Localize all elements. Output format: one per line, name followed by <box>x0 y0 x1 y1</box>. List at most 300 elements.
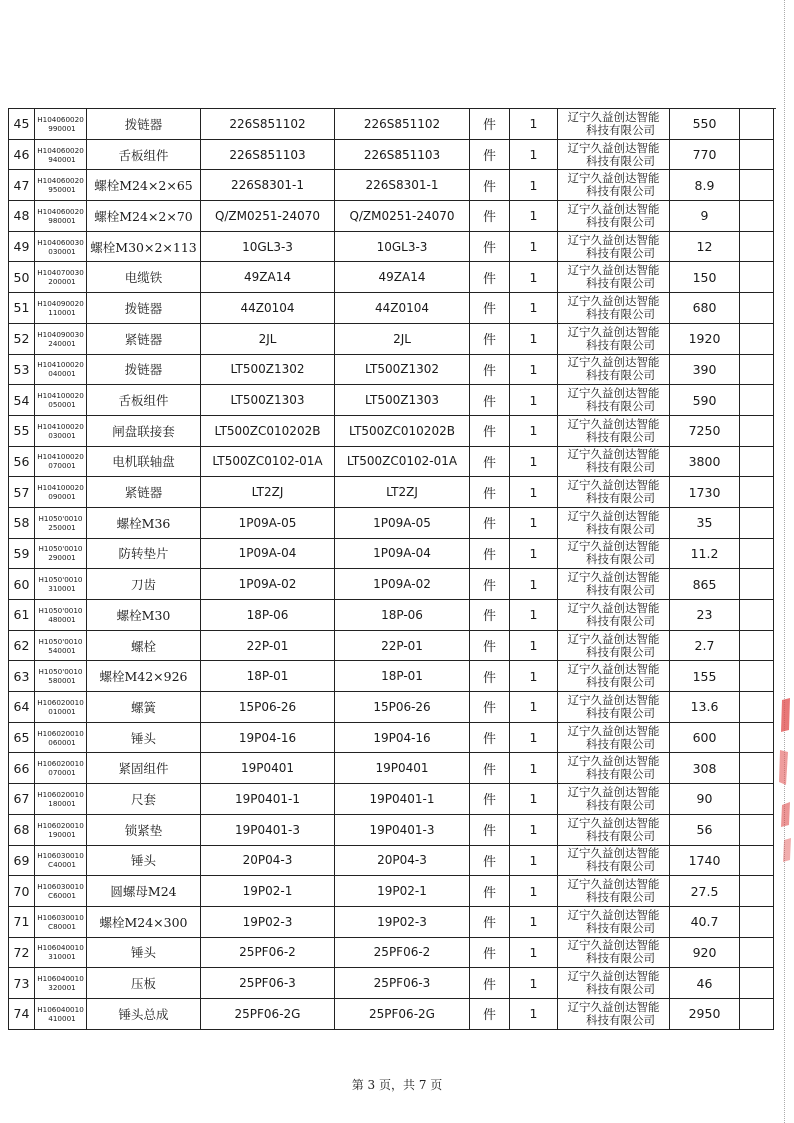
quantity: 1 <box>510 753 558 784</box>
remarks <box>740 569 774 600</box>
supplier <box>558 170 670 201</box>
part-name: 尺套 <box>87 784 201 815</box>
material-code-line: H106020010 <box>37 789 84 799</box>
spec-number: 18P-06 <box>335 600 470 631</box>
part-name: 螺栓M36 <box>87 507 201 538</box>
supplier-line: 辽宁久益创达智能 <box>567 969 660 984</box>
table-row <box>9 109 774 140</box>
supplier <box>558 906 670 937</box>
quantity: 1 <box>510 814 558 845</box>
drawing-number: Q/ZM0251-24070 <box>201 201 335 232</box>
quantity: 1 <box>510 446 558 477</box>
quantity: 1 <box>510 845 558 876</box>
spec-number: 226S851102 <box>335 109 470 140</box>
remarks <box>740 201 774 232</box>
unit-price: 920 <box>670 937 740 968</box>
unit-price: 23 <box>670 600 740 631</box>
part-name: 螺栓M30×2×113 <box>87 231 201 262</box>
table-row <box>9 937 774 968</box>
remarks <box>740 109 774 140</box>
drawing-number: 19P0401 <box>201 753 335 784</box>
table-row <box>9 630 774 661</box>
supplier <box>558 784 670 815</box>
material-code-line: 030001 <box>48 246 76 256</box>
drawing-number: 226S8301-1 <box>201 170 335 201</box>
supplier <box>558 385 670 416</box>
remarks <box>740 323 774 354</box>
supplier <box>558 998 670 1029</box>
quantity: 1 <box>510 477 558 508</box>
material-code <box>35 538 87 569</box>
quantity: 1 <box>510 569 558 600</box>
material-code <box>35 661 87 692</box>
unit: 件 <box>470 600 510 631</box>
supplier-line: 科技有限公司 <box>586 429 655 444</box>
unit-price: 590 <box>670 385 740 416</box>
supplier-line: 辽宁久益创达智能 <box>567 723 660 738</box>
material-code-line: 540001 <box>48 645 76 655</box>
supplier-line: 科技有限公司 <box>586 306 655 321</box>
supplier-line: 科技有限公司 <box>586 245 655 260</box>
part-name: 螺栓 <box>87 630 201 661</box>
supplier <box>558 354 670 385</box>
material-code-line: H104060020 <box>37 114 84 124</box>
part-name: 拨链器 <box>87 293 201 324</box>
row-number: 74 <box>9 998 35 1029</box>
unit: 件 <box>470 784 510 815</box>
remarks <box>740 354 774 385</box>
unit: 件 <box>470 415 510 446</box>
table-row <box>9 661 774 692</box>
table-row <box>9 231 774 262</box>
supplier-line: 辽宁久益创达智能 <box>567 877 660 892</box>
remarks <box>740 293 774 324</box>
remarks <box>740 937 774 968</box>
remarks <box>740 661 774 692</box>
quantity: 1 <box>510 784 558 815</box>
table-row <box>9 753 774 784</box>
spec-number: 25PF06-3 <box>335 968 470 999</box>
supplier <box>558 201 670 232</box>
quantity: 1 <box>510 139 558 170</box>
unit: 件 <box>470 753 510 784</box>
supplier-line: 辽宁久益创达智能 <box>567 631 660 646</box>
material-code <box>35 692 87 723</box>
drawing-number: 1P09A-02 <box>201 569 335 600</box>
supplier <box>558 293 670 324</box>
table-row <box>9 139 774 170</box>
supplier-line: 科技有限公司 <box>586 982 655 997</box>
material-code <box>35 323 87 354</box>
quantity: 1 <box>510 323 558 354</box>
spec-number: LT500ZC010202B <box>335 415 470 446</box>
unit-price: 1920 <box>670 323 740 354</box>
supplier-line: 科技有限公司 <box>586 1012 655 1027</box>
supplier-line: 科技有限公司 <box>586 675 655 690</box>
remarks <box>740 446 774 477</box>
unit-price: 1740 <box>670 845 740 876</box>
supplier-line: 辽宁久益创达智能 <box>567 754 660 769</box>
unit: 件 <box>470 109 510 140</box>
material-code-line: 320001 <box>48 983 76 993</box>
material-code-line: 980001 <box>48 215 76 225</box>
part-name: 螺簧 <box>87 692 201 723</box>
row-number: 58 <box>9 507 35 538</box>
quantity: 1 <box>510 201 558 232</box>
supplier-line: 科技有限公司 <box>586 583 655 598</box>
part-name: 螺栓M42×926 <box>87 661 201 692</box>
spec-number: 18P-01 <box>335 661 470 692</box>
row-number: 47 <box>9 170 35 201</box>
material-code <box>35 753 87 784</box>
unit-price: 3800 <box>670 446 740 477</box>
supplier <box>558 415 670 446</box>
drawing-number: 19P0401-3 <box>201 814 335 845</box>
row-number: 65 <box>9 722 35 753</box>
unit-price: 680 <box>670 293 740 324</box>
material-code-line: H106020010 <box>37 697 84 707</box>
remarks <box>740 139 774 170</box>
row-number: 51 <box>9 293 35 324</box>
quantity: 1 <box>510 507 558 538</box>
supplier <box>558 937 670 968</box>
spec-number: 19P0401-3 <box>335 814 470 845</box>
material-code-line: 200001 <box>48 277 76 287</box>
unit: 件 <box>470 845 510 876</box>
unit-price: 2950 <box>670 998 740 1029</box>
material-code-line: 940001 <box>48 154 76 164</box>
unit: 件 <box>470 569 510 600</box>
material-code <box>35 968 87 999</box>
remarks <box>740 692 774 723</box>
unit: 件 <box>470 231 510 262</box>
supplier-line: 辽宁久益创达智能 <box>567 416 660 431</box>
row-number: 48 <box>9 201 35 232</box>
material-code-line: 250001 <box>48 522 76 532</box>
material-code-line: 990001 <box>48 123 76 133</box>
material-code <box>35 446 87 477</box>
remarks <box>740 538 774 569</box>
drawing-number: 15P06-26 <box>201 692 335 723</box>
material-code <box>35 998 87 1029</box>
supplier <box>558 109 670 140</box>
drawing-number: 2JL <box>201 323 335 354</box>
row-number: 68 <box>9 814 35 845</box>
supplier-line: 科技有限公司 <box>586 460 655 475</box>
part-name: 螺栓M24×2×70 <box>87 201 201 232</box>
table-row <box>9 814 774 845</box>
supplier <box>558 323 670 354</box>
unit: 件 <box>470 814 510 845</box>
table-row <box>9 201 774 232</box>
remarks <box>740 630 774 661</box>
material-code <box>35 477 87 508</box>
material-code-line: 580001 <box>48 676 76 686</box>
material-code-line: 180001 <box>48 798 76 808</box>
supplier <box>558 600 670 631</box>
table-row <box>9 569 774 600</box>
remarks <box>740 385 774 416</box>
drawing-number: LT500Z1302 <box>201 354 335 385</box>
part-name: 紧链器 <box>87 323 201 354</box>
material-code <box>35 354 87 385</box>
quantity: 1 <box>510 906 558 937</box>
row-number: 67 <box>9 784 35 815</box>
supplier <box>558 661 670 692</box>
supplier-line: 科技有限公司 <box>586 184 655 199</box>
unit: 件 <box>470 446 510 477</box>
material-code <box>35 507 87 538</box>
supplier-line: 辽宁久益创达智能 <box>567 662 660 677</box>
supplier-line: 科技有限公司 <box>586 920 655 935</box>
material-code-line: H106020010 <box>37 728 84 738</box>
quantity: 1 <box>510 170 558 201</box>
material-code <box>35 139 87 170</box>
row-number: 69 <box>9 845 35 876</box>
unit-price: 46 <box>670 968 740 999</box>
part-name: 锤头总成 <box>87 998 201 1029</box>
unit-price: 35 <box>670 507 740 538</box>
table-row <box>9 998 774 1029</box>
table-row <box>9 385 774 416</box>
table-row <box>9 845 774 876</box>
material-code-line: H104060020 <box>37 206 84 216</box>
table-row <box>9 538 774 569</box>
material-code-line: 240001 <box>48 338 76 348</box>
part-name: 拨链器 <box>87 354 201 385</box>
supplier-line: 辽宁久益创达智能 <box>567 907 660 922</box>
spec-number: 19P02-3 <box>335 906 470 937</box>
material-code-line: H106020010 <box>37 759 84 769</box>
unit-price: 150 <box>670 262 740 293</box>
material-code-line: H104060030 <box>37 237 84 247</box>
supplier <box>558 231 670 262</box>
row-number: 55 <box>9 415 35 446</box>
material-code-line: C40001 <box>48 860 76 870</box>
material-code-line: 110001 <box>48 307 76 317</box>
part-name: 螺栓M24×300 <box>87 906 201 937</box>
supplier-line: 辽宁久益创达智能 <box>567 846 660 861</box>
remarks <box>740 722 774 753</box>
unit: 件 <box>470 507 510 538</box>
quantity: 1 <box>510 661 558 692</box>
material-code-line: H104100020 <box>37 421 84 431</box>
unit: 件 <box>470 937 510 968</box>
row-number: 54 <box>9 385 35 416</box>
material-code-line: 060001 <box>48 737 76 747</box>
part-name: 拨链器 <box>87 109 201 140</box>
supplier <box>558 139 670 170</box>
material-code-line: H1050'0010 <box>38 636 83 646</box>
supplier-line: 辽宁久益创达智能 <box>567 232 660 247</box>
unit-price: 9 <box>670 201 740 232</box>
supplier-line: 辽宁久益创达智能 <box>567 478 660 493</box>
material-code-line: H104060020 <box>37 176 84 186</box>
supplier-line: 辽宁久益创达智能 <box>567 570 660 585</box>
quantity: 1 <box>510 876 558 907</box>
supplier-line: 科技有限公司 <box>586 491 655 506</box>
remarks <box>740 600 774 631</box>
material-code-line: 040001 <box>48 369 76 379</box>
material-code-line: H1050'0010 <box>38 575 83 585</box>
table-row <box>9 446 774 477</box>
drawing-number: 22P-01 <box>201 630 335 661</box>
part-name: 电缆铁 <box>87 262 201 293</box>
remarks <box>740 876 774 907</box>
part-name: 紧链器 <box>87 477 201 508</box>
quantity: 1 <box>510 722 558 753</box>
remarks <box>740 998 774 1029</box>
material-code-line: 290001 <box>48 553 76 563</box>
spec-number: Q/ZM0251-24070 <box>335 201 470 232</box>
material-code-line: 030001 <box>48 430 76 440</box>
drawing-number: 25PF06-2G <box>201 998 335 1029</box>
unit-price: 308 <box>670 753 740 784</box>
drawing-number: LT500ZC010202B <box>201 415 335 446</box>
material-code-line: H104090020 <box>37 298 84 308</box>
spec-number: 1P09A-05 <box>335 507 470 538</box>
spec-number: 22P-01 <box>335 630 470 661</box>
material-code <box>35 231 87 262</box>
supplier-line: 辽宁久益创达智能 <box>567 938 660 953</box>
table-row <box>9 415 774 446</box>
unit: 件 <box>470 538 510 569</box>
spec-number: 25PF06-2G <box>335 998 470 1029</box>
table-row <box>9 692 774 723</box>
material-code-line: H106030010 <box>37 851 84 861</box>
part-name: 紧固组件 <box>87 753 201 784</box>
row-number: 57 <box>9 477 35 508</box>
quantity: 1 <box>510 415 558 446</box>
supplier-line: 辽宁久益创达智能 <box>567 447 660 462</box>
unit: 件 <box>470 139 510 170</box>
material-code <box>35 600 87 631</box>
unit: 件 <box>470 692 510 723</box>
drawing-number: LT500Z1303 <box>201 385 335 416</box>
row-number: 72 <box>9 937 35 968</box>
row-number: 50 <box>9 262 35 293</box>
parts-table <box>8 108 774 1030</box>
material-code-line: 950001 <box>48 185 76 195</box>
remarks <box>740 906 774 937</box>
supplier <box>558 446 670 477</box>
remarks <box>740 814 774 845</box>
row-number: 62 <box>9 630 35 661</box>
spec-number: 44Z0104 <box>335 293 470 324</box>
row-number: 56 <box>9 446 35 477</box>
row-number: 60 <box>9 569 35 600</box>
unit-price: 865 <box>670 569 740 600</box>
supplier <box>558 876 670 907</box>
part-name: 防转垫片 <box>87 538 201 569</box>
row-number: 71 <box>9 906 35 937</box>
part-name: 螺栓M24×2×65 <box>87 170 201 201</box>
drawing-number: 226S851103 <box>201 139 335 170</box>
quantity: 1 <box>510 231 558 262</box>
unit-price: 1730 <box>670 477 740 508</box>
drawing-number: 18P-01 <box>201 661 335 692</box>
unit: 件 <box>470 876 510 907</box>
drawing-number: 19P02-1 <box>201 876 335 907</box>
drawing-number: 20P04-3 <box>201 845 335 876</box>
row-number: 64 <box>9 692 35 723</box>
supplier-line: 辽宁久益创达智能 <box>567 140 660 155</box>
material-code-line: H106040010 <box>37 974 84 984</box>
supplier-line: 辽宁久益创达智能 <box>567 355 660 370</box>
spec-number: 1P09A-02 <box>335 569 470 600</box>
part-name: 电机联轴盘 <box>87 446 201 477</box>
material-code-line: H104100020 <box>37 391 84 401</box>
unit-price: 600 <box>670 722 740 753</box>
drawing-number: 10GL3-3 <box>201 231 335 262</box>
supplier-line: 科技有限公司 <box>586 214 655 229</box>
material-code <box>35 876 87 907</box>
spec-number: 19P02-1 <box>335 876 470 907</box>
material-code-line: 010001 <box>48 706 76 716</box>
supplier-line: 科技有限公司 <box>586 828 655 843</box>
drawing-number: 49ZA14 <box>201 262 335 293</box>
material-code-line: C80001 <box>48 921 76 931</box>
supplier-line: 科技有限公司 <box>586 276 655 291</box>
supplier-line: 辽宁久益创达智能 <box>567 692 660 707</box>
remarks <box>740 170 774 201</box>
part-name: 压板 <box>87 968 201 999</box>
remarks <box>740 507 774 538</box>
quantity: 1 <box>510 354 558 385</box>
unit: 件 <box>470 293 510 324</box>
remarks <box>740 477 774 508</box>
quantity: 1 <box>510 293 558 324</box>
row-number: 63 <box>9 661 35 692</box>
quantity: 1 <box>510 692 558 723</box>
unit: 件 <box>470 722 510 753</box>
material-code-line: 090001 <box>48 492 76 502</box>
material-code <box>35 906 87 937</box>
quantity: 1 <box>510 385 558 416</box>
table-row <box>9 354 774 385</box>
material-code <box>35 201 87 232</box>
remarks <box>740 845 774 876</box>
table-row <box>9 477 774 508</box>
supplier <box>558 507 670 538</box>
spec-number: 15P06-26 <box>335 692 470 723</box>
material-code-line: H104100020 <box>37 452 84 462</box>
drawing-number: 25PF06-2 <box>201 937 335 968</box>
spec-number: LT500ZC0102-01A <box>335 446 470 477</box>
spec-number: 226S8301-1 <box>335 170 470 201</box>
material-code-line: 310001 <box>48 584 76 594</box>
row-number: 70 <box>9 876 35 907</box>
material-code-line: H104060020 <box>37 145 84 155</box>
supplier-line: 辽宁久益创达智能 <box>567 815 660 830</box>
supplier-line: 科技有限公司 <box>586 337 655 352</box>
spec-number: 1P09A-04 <box>335 538 470 569</box>
material-code-line: 410001 <box>48 1013 76 1023</box>
unit-price: 12 <box>670 231 740 262</box>
table-row <box>9 784 774 815</box>
remarks <box>740 415 774 446</box>
drawing-number: 19P0401-1 <box>201 784 335 815</box>
supplier-line: 科技有限公司 <box>586 644 655 659</box>
material-code <box>35 569 87 600</box>
drawing-number: 1P09A-05 <box>201 507 335 538</box>
material-code-line: H106040010 <box>37 943 84 953</box>
material-code-line: 480001 <box>48 614 76 624</box>
table-row <box>9 876 774 907</box>
quantity: 1 <box>510 968 558 999</box>
seal-stamp-edge <box>776 690 794 870</box>
supplier-line: 辽宁久益创达智能 <box>567 999 660 1014</box>
